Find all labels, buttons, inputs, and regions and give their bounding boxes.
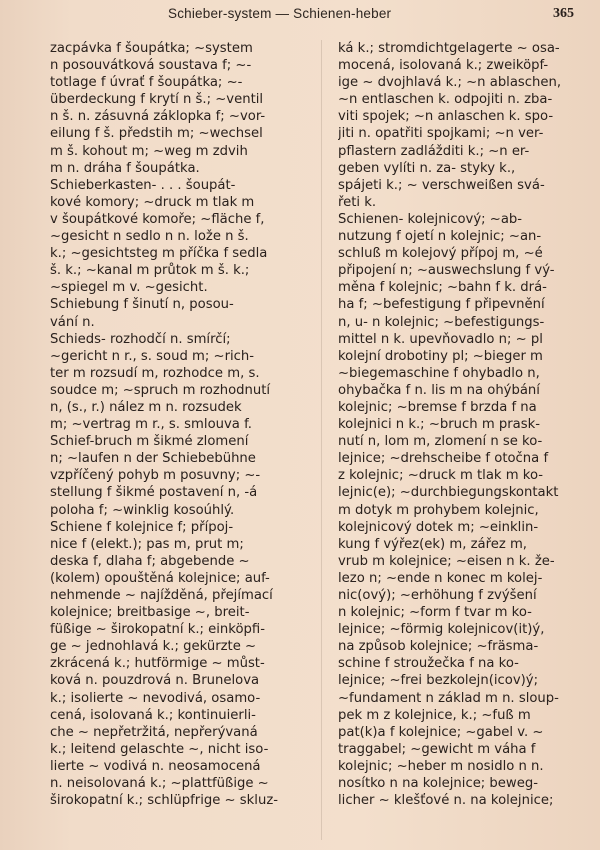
text-line: nosítko n na kolejnice; beweg- [338,776,538,792]
text-line: che ~ nepřetržitá, nepřerývaná [50,724,258,740]
text-line: pflastern zadlážditi k.; ~n er- [338,143,530,159]
text-line: kolejnice; breitbasige ~, breit- [50,605,250,621]
text-line: schluß m kolejový přípoj m, ~é [338,246,543,262]
text-line: ohybačka f n. lis m na ohýbání [338,382,540,398]
text-line: soudce m; ~spruch m rozhodnutí [50,382,271,398]
text-line: k.; isolierte ~ nevodivá, osamo- [50,690,261,706]
text-line: zacpávka f šoupátka; ~system [50,41,253,56]
text-line: ~spiegel m v. ~gesicht. [50,280,208,296]
text-line: n, (s., r.) nález m n. rozsudek [50,399,242,415]
text-line: kolejnicový dotek m; ~einklin- [338,519,539,535]
text-line: totlage f úvrať f šoupátka; ~- [50,75,243,91]
text-line: v šoupátkové komoře; ~fläche f, [50,211,265,227]
text-line: vzpříčený pohyb m posuvny; ~- [50,468,261,484]
text-line: stellung f šikmé postavení n, -á [50,485,258,501]
text-line: nutí n, lom m, zlomení n se ko- [338,434,543,450]
text-line: poloha f; ~winklig kosoúhlý. [50,502,235,518]
text-line: ká k.; stromdichtgelagerte ~ osa- [338,41,560,56]
text-line: nehmende ~ najížděná, přejímací [50,588,273,603]
text-line: geben vylíti n. za- styky k., [338,160,516,176]
text-line: (kolem) opouštěná kolejnice; auf- [50,570,270,586]
text-line: na způsob kolejnice; ~fräsma- [338,639,539,655]
text-line: ~biegemaschine f ohybadlo n, [338,365,540,381]
text-line: ige ~ dvojhlavá k.; ~n ablaschen, [338,75,562,91]
text-line: m; ~vertrag m r., s. smlouva f. [50,417,252,433]
text-line: füßige ~ širokopatní k.; einköpfi- [50,622,265,638]
text-line: š. k.; ~kanal m průtok m š. k.; [50,263,250,279]
right-column [338,40,596,809]
text-line: deska f, dlaha f; abgebende ~ [50,553,250,569]
text-line: kové komory; ~druck m tlak m [50,194,255,210]
text-line: zkrácená k.; hutförmige ~ můst- [50,656,265,672]
text-line: cená, isolovaná k.; kontinuierli- [50,707,256,723]
text-line: kolejnici n k.; ~bruch m prask- [338,417,540,433]
text-line: n posouvátková soustava f; ~- [50,58,252,74]
text-line: lezo n; ~ende n konec m kolej- [338,570,543,586]
text-line: nic(ový); ~erhöhung f zvýšení [338,588,537,603]
text-line: nutzung f ojetí n kolejnic; ~an- [338,229,542,245]
text-line: eilung f š. předstih m; ~wechsel [50,126,263,142]
text-line: vání n. [50,314,95,330]
text-line: Schieds- rozhodčí n. smírčí; [50,331,231,347]
text-line: n, u- n kolejnic; ~befestigungs- [338,314,545,330]
text-line: überdeckung f krytí n š.; ~ventil [50,92,264,108]
text-line: pat(k)a f kolejnice; ~gabel v. ~ [338,724,544,740]
text-line: kolejnic; ~bremse f brzda f na [338,399,537,415]
text-line: lejnice; ~frei bezkolejn(icov)ý; [338,673,539,689]
text-line: ková n. pouzdrová n. Brunelova [50,673,260,689]
text-line: kolejní drobotiny pl; ~bieger m [338,348,543,364]
page-number: 365 [553,6,574,21]
running-head: Schieber-system — Schienen-heber [168,6,392,21]
text-line: ~n entlaschen k. odpojiti n. zba- [338,92,553,108]
text-line: jiti n. opatřiti spojkami; ~n ver- [338,126,544,142]
text-line: mocená, isolovaná k.; zweiköpf- [338,58,549,74]
text-line: spájeti k.; ~ verschweißen svá- [338,177,545,193]
text-line: viti spojek; ~n anlaschen k. spo- [338,109,554,125]
text-line: k.; ~gesichtsteg m příčka f sedla [50,246,268,262]
text-line: m š. kohout m; ~weg m zdvih [50,143,248,159]
text-line: k.; leitend gelaschte ~, nicht iso- [50,741,269,757]
text-line: schine f stroužečka f na ko- [338,656,519,672]
text-line: řeti k. [338,194,377,210]
text-line: ~gericht n r., s. soud m; ~rich- [50,348,255,364]
text-line: Schiene f kolejnice f; přípoj- [50,519,234,535]
text-line: ~gesicht n sedlo n n. lože n š. [50,229,249,245]
left-column [50,40,308,809]
text-line: lejnic(e); ~durchbiegungskontakt [338,485,559,501]
text-line: z kolejnic; ~druck m tlak m ko- [338,468,544,484]
text-line: připojení n; ~auswechslung f vý- [338,263,555,279]
text-line: pek m z kolejnice, k.; ~fuß m [338,707,531,723]
text-line: lierte ~ vodivá n. neosamocená [50,758,261,774]
text-line: Schienen- kolejnicový; ~ab- [338,211,523,227]
text-line: Schiebung f šinutí n, posou- [50,297,234,313]
text-line: vrub m kolejnice; ~eisen n k. že- [338,553,555,569]
text-line: lejnice; ~förmig kolejnicov(it)ý, [338,622,545,638]
text-line: širokopatní k.; schlüpfrige ~ skluz- [50,793,278,809]
text-line: ter m rozsudí m, rozhodce m, s. [50,365,260,381]
text-line: lejnice; ~drehscheibe f otočna f [338,451,549,467]
text-line: ha f; ~befestigung f připevnění [338,297,545,313]
text-line: kolejnic; ~heber m nosidlo n n. [338,758,544,774]
text-line: n š. n. zásuvná záklopka f; ~vor- [50,109,266,125]
text-line: nice f (elekt.); pas m, prut m; [50,536,244,552]
text-line: n. neisolovaná k.; ~plattfüßige ~ [50,776,269,792]
text-line: licher ~ klešťové n. na kolejnice; [338,793,554,809]
text-line: kung f výřez(ek) m, zářez m, [338,536,527,552]
text-line: mittel n k. upevňovadlo n; ~ pl [338,331,543,347]
text-line: traggabel; ~gewicht m váha f [338,741,536,757]
text-line: n; ~laufen n der Schiebebühne [50,451,256,467]
text-line: Schieberkasten- . . . šoupát- [50,177,236,193]
page-header [0,6,600,28]
column-divider [321,40,322,840]
text-line: Schief-bruch m šikmé zlomení [50,434,249,450]
text-line: měna f kolejnic; ~bahn f k. drá- [338,280,547,296]
text-line: ge ~ jednohlavá k.; gekürzte ~ [50,639,257,655]
text-line: m dotyk m prohybem kolejnic, [338,502,539,518]
text-line: ~fundament n základ m n. sloup- [338,690,559,706]
text-line: m n. dráha f šoupátka. [50,160,200,176]
text-line: n kolejnic; ~form f tvar m ko- [338,605,532,621]
